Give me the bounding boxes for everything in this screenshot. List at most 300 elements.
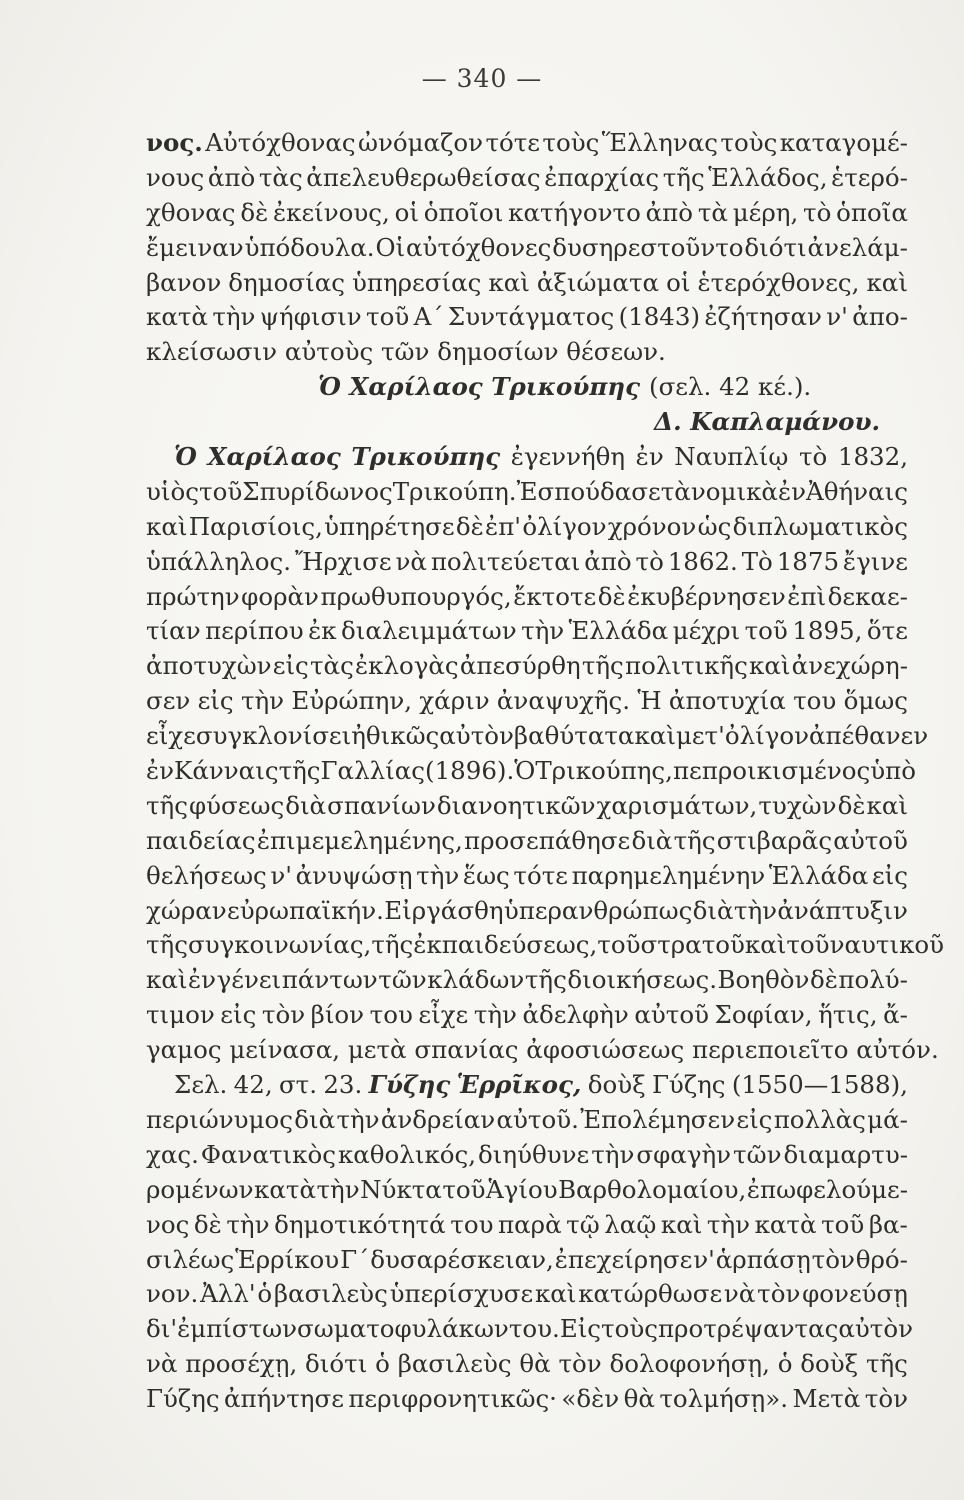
word: βασιλεὺς (273, 1279, 388, 1309)
word: καὶ (534, 1279, 577, 1309)
word: ὑπηρεσίας (351, 267, 482, 297)
text-line (146, 1175, 908, 1210)
word: αὐτόχθονες (406, 232, 552, 262)
word: ἀπὸ (207, 162, 256, 192)
word: εἰς (736, 1104, 773, 1134)
word: τοῦ (199, 476, 243, 506)
word: ἐπωφελούμε- (746, 1174, 908, 1204)
word: τὸν (864, 1384, 908, 1414)
word: ἀδελφὴν (522, 1000, 629, 1030)
word: ἐπιμεμελημένης, (256, 825, 463, 855)
word: ὑπόδουλα. (244, 232, 375, 262)
word: τὴν (212, 302, 256, 332)
word: ἄ- (883, 1000, 908, 1030)
word: 23. (323, 1070, 363, 1100)
word: διότι (744, 232, 807, 262)
word: δι' (146, 1314, 178, 1344)
text-segment: (σελ. 42 κέ.). (649, 372, 812, 402)
word: υἱὸς (146, 476, 199, 506)
word: τὸ (798, 442, 828, 472)
word: ὑπάλληλος. (146, 546, 292, 576)
word: Ἀλλ' (200, 1279, 256, 1309)
word: Ὁ (174, 442, 197, 472)
word: τοῦ (786, 930, 830, 960)
text-segment: γαμος μείνασα, μετὰ σπανίας ἀφοσιώσεως περιεποιεῖτο αὐτόν. (146, 1035, 939, 1065)
word: καὶ (634, 721, 676, 751)
word: τὴν (733, 895, 778, 925)
text-line (146, 547, 908, 582)
word: ἀνάπτυξιν (777, 895, 908, 925)
word: καὶ (744, 930, 787, 960)
word: τῆς (865, 1349, 908, 1379)
word: νομικὰ (690, 476, 778, 506)
word: 1832, (837, 442, 908, 472)
word: μέρη, (732, 197, 799, 227)
word: εἰς (272, 651, 309, 681)
word: τὴν (521, 616, 565, 646)
word: περιώνυμος (146, 1104, 293, 1134)
word: ἀποτυχὼν (146, 651, 272, 681)
word: νος (146, 1209, 190, 1239)
word: Α΄ (413, 302, 444, 332)
word: καταγομέ- (779, 128, 908, 157)
word: καθολικός, (337, 1139, 477, 1169)
word: Ἤρχισε (294, 546, 392, 576)
word: χαρισμάτων, (596, 790, 758, 820)
word: ἐκ (308, 616, 337, 646)
word: ὁ (777, 1349, 793, 1379)
word: εἶχε (418, 1000, 469, 1030)
word: διὰ (285, 790, 327, 820)
word: κατήγοντο (508, 197, 641, 227)
word: διὰ (692, 895, 734, 925)
text-line (146, 477, 908, 512)
word: ὀλίγον (522, 511, 607, 541)
word: τότε (513, 860, 568, 890)
word: σωματοφυλάκων (297, 1314, 509, 1344)
text-line (146, 756, 916, 791)
word: τῆς (662, 162, 705, 192)
word: Γύζης (146, 1384, 220, 1414)
word: ὑπερίσχυσε (389, 1279, 534, 1309)
word: Οἱ (375, 232, 406, 262)
word: ἁρπάσῃ (715, 1244, 811, 1274)
text-line (146, 1384, 908, 1419)
text-line (146, 1349, 908, 1384)
word: τὴν (591, 1139, 635, 1169)
word: τὸ (635, 546, 664, 576)
word: ὡς (697, 511, 732, 541)
word: τοὺς (720, 128, 778, 157)
word: εἰς (220, 1000, 257, 1030)
word: ἀνυψώσῃ (295, 860, 413, 890)
word: ψήφισιν (259, 302, 362, 332)
text-line (146, 442, 908, 477)
word: δυσαρέσκειαν, (370, 1244, 554, 1274)
word: Τρικούπη. (392, 476, 517, 506)
word: διπλωματικὸς (732, 511, 908, 541)
word: βα- (868, 1209, 908, 1239)
word: ὁ (375, 1349, 390, 1379)
word: τὴν (416, 860, 460, 890)
text-line (146, 686, 908, 721)
word: Εὐρώπην, (291, 686, 412, 716)
word: εἶχε (146, 721, 196, 751)
word: Σελ. (174, 1070, 228, 1100)
word: κατὰ (754, 1209, 817, 1239)
text-line (146, 616, 908, 651)
word: ἐν (635, 442, 664, 472)
word: τὴν (706, 1209, 751, 1239)
word: κατὰ (146, 302, 208, 332)
word: ἐν (146, 756, 175, 786)
word: ἀξιώματα (536, 267, 660, 297)
word: κατώρθωσε (578, 1279, 723, 1309)
word: προσέχῃ, (185, 1349, 298, 1379)
word: του (450, 1209, 494, 1239)
word: πολιτεύεται (430, 546, 581, 576)
word: δημοτικότητά (274, 1209, 446, 1239)
word: στ. (278, 1070, 318, 1100)
word: Χαρίλαος (207, 442, 341, 472)
text-line (146, 233, 908, 268)
word: Ὁ (514, 756, 536, 786)
text-line (146, 1070, 908, 1105)
text-line (146, 1210, 908, 1245)
word: τὰ (697, 197, 728, 227)
word: ἐπεχείρησε (554, 1244, 693, 1274)
word: διὰ (631, 825, 673, 855)
word: Κάνναις (174, 756, 279, 786)
word: Μετὰ (792, 1384, 861, 1414)
word: του (793, 686, 837, 716)
text-line (146, 1000, 908, 1035)
word: τολμήσῃ». (659, 1384, 788, 1414)
text-line (146, 965, 908, 1000)
word: δημοσίας (228, 267, 345, 297)
word: προσεπάθησε (464, 825, 631, 855)
text-line (146, 268, 908, 303)
word: 42, (233, 1070, 273, 1100)
word: ἀπο- (852, 302, 908, 332)
word: τοῦ (366, 302, 410, 332)
word: τῆς (371, 930, 414, 960)
word: καὶ (866, 267, 908, 297)
word: τὰς (309, 651, 354, 681)
word: τοὺς (601, 1314, 658, 1344)
word: βανον (146, 267, 222, 297)
word: χας. (146, 1139, 199, 1169)
word: Ἡ (637, 686, 662, 716)
word: ἑτερόχθονες, (697, 267, 860, 297)
word: δὲ (837, 790, 866, 820)
word: τῆς (673, 825, 716, 855)
word: Ἕλληνας (601, 128, 718, 157)
word: ἐμπίστων (177, 1314, 298, 1344)
word: ἀπὸ (645, 197, 694, 227)
word: (1843) (618, 302, 701, 332)
word: Γαλλίας (320, 756, 426, 786)
word: ἐκλογὰς (354, 651, 459, 681)
word: αὐτοῦ. (496, 1104, 579, 1134)
word: Φανατικὸς (200, 1139, 336, 1169)
word: οἱ (666, 267, 691, 297)
word: ὑπερανθρώπως (503, 895, 693, 925)
word: ἕως (462, 860, 510, 890)
word: διὰ (294, 1104, 336, 1134)
word: ὅτε (866, 616, 908, 646)
word: συγκλονίσει (195, 721, 352, 751)
text-line (146, 407, 908, 442)
word: θρό- (855, 1244, 908, 1274)
word: κλάδων (427, 965, 525, 995)
word: τὰς (258, 162, 303, 192)
word: ν' (270, 860, 293, 890)
word: τὴν (473, 1000, 517, 1030)
word: ἐπαρχίας (544, 162, 660, 192)
word: αὐτὸν (439, 721, 514, 751)
word: Αὐτόχθονας (205, 128, 356, 157)
word: καὶ (866, 790, 908, 820)
word: εἰς (197, 686, 234, 716)
word: Ἑλλάδος, (708, 162, 828, 192)
word: χθονας (146, 197, 236, 227)
word: νὰ (723, 1279, 756, 1309)
word: δὲ (809, 965, 838, 995)
word: Εἰργάσθη (384, 895, 504, 925)
text-line (146, 1279, 908, 1314)
text-line (146, 128, 908, 163)
word: σεν (146, 686, 191, 716)
word: ἀπεσύρθη (459, 651, 581, 681)
word: Ἐσπούδασε (516, 476, 661, 506)
word: καὶ (146, 965, 188, 995)
word: πολύ- (838, 965, 908, 995)
word: «δὲν (561, 1384, 620, 1414)
word: (1550—1588), (731, 1070, 908, 1100)
word: διαμαρτυ- (783, 1139, 908, 1169)
word: πρώτην (146, 581, 240, 611)
text-line (146, 372, 908, 407)
word: μέχρι (672, 616, 741, 646)
word: τὴν (336, 1104, 380, 1134)
word: ἀπήντησε (224, 1384, 344, 1414)
word: φορὰν (241, 581, 319, 611)
word: Ἁγίου (486, 1174, 558, 1204)
word: δὲ (193, 1209, 222, 1239)
word: θελήσεως (146, 860, 267, 890)
word: δεκαε- (827, 581, 908, 611)
word: Σοφίαν, (714, 1000, 813, 1030)
word: Τρικούπης, (535, 756, 673, 786)
word: τὸ (803, 197, 832, 227)
word: τοῦ (597, 930, 641, 960)
word: γένει (216, 965, 282, 995)
word: Συντάγματος (447, 302, 615, 332)
word: δὲ (240, 197, 269, 227)
word: Εἰς (559, 1314, 602, 1344)
word: τὴν (240, 686, 285, 716)
word: τίαν (146, 616, 201, 646)
word: πεπροικισμένος (672, 756, 871, 786)
text-line (146, 1035, 939, 1070)
text-line (146, 198, 908, 233)
word: νος. (146, 128, 203, 157)
word: τοῦ (821, 1209, 865, 1239)
word: δυσηρεστοῦντο (552, 232, 744, 262)
word: τῷ (566, 1209, 600, 1239)
word: τῆς (146, 930, 188, 960)
word: δὲ (455, 511, 484, 541)
word: τῆς (278, 756, 321, 786)
word: 1862. (667, 546, 738, 576)
word: κατὰ (254, 1174, 316, 1204)
text-line (146, 896, 908, 931)
text-line (146, 1105, 908, 1140)
word: ὁποῖοι (423, 197, 504, 227)
word: Γ΄ (340, 1244, 370, 1274)
word: δολοφονήσῃ, (609, 1349, 770, 1379)
word: ἐν (777, 476, 806, 506)
word: Σπυρίδωνος (242, 476, 393, 506)
word: ἐζήτησαν (704, 302, 822, 332)
word: παρημελημένην (571, 860, 766, 890)
word: ἐκυβέρνησεν (627, 581, 786, 611)
word: νους (146, 162, 205, 192)
word: τιμον (146, 1000, 215, 1030)
word: τὸν (261, 1000, 306, 1030)
word: Παρισίοις, (188, 511, 323, 541)
word: στιβαρᾶς (716, 825, 833, 855)
word: Γύζης (651, 1070, 726, 1100)
word: τότε (485, 128, 540, 157)
text-line (146, 1140, 908, 1175)
text-line (146, 337, 908, 372)
word: ἀναψυχῆς. (496, 686, 631, 716)
word: πολλὰς (773, 1104, 866, 1134)
text-line (146, 302, 908, 337)
word: προτρέψαντας (657, 1314, 839, 1344)
word: διηύθυνε (478, 1139, 590, 1169)
word: Ναυπλίῳ (674, 442, 789, 472)
word: δοὺξ (800, 1349, 859, 1379)
word: αὐτοῦ (833, 825, 908, 855)
text-segment: Δ. Καπλαμάνου. (654, 407, 880, 437)
body-text (146, 128, 945, 1419)
word: στρατοῦ (640, 930, 745, 960)
word: ἀνεχώρη- (791, 651, 908, 681)
word: ἔγινε (842, 546, 908, 576)
word: ρομένων (146, 1174, 254, 1204)
word: ἐκείνους, (273, 197, 390, 227)
word: περιφρονητικῶς· (348, 1384, 557, 1414)
word: τῶν (733, 1139, 782, 1169)
word: μά- (867, 1104, 908, 1134)
word: τῶν (378, 965, 427, 995)
word: εἰς (871, 860, 908, 890)
word: καὶ (488, 267, 530, 297)
word: σφαγὴν (636, 1139, 732, 1169)
word: 1875 (776, 546, 840, 576)
word: του (369, 1000, 413, 1030)
word: διότι (305, 1349, 368, 1379)
word: καὶ (749, 651, 791, 681)
text-line (146, 826, 908, 861)
word: βασιλεὺς (397, 1349, 512, 1379)
word: φύσεως (189, 790, 285, 820)
word: (1896). (425, 756, 515, 786)
word: ἐπ' (485, 511, 522, 541)
word: νὰ (395, 546, 427, 576)
word: καὶ (146, 511, 188, 541)
word: ὑπὸ (870, 756, 916, 786)
text-line (146, 721, 929, 756)
text-line (146, 1314, 913, 1349)
word: Ἑλλάδα (768, 860, 869, 890)
word: χώραν (146, 895, 227, 925)
text-line (146, 791, 908, 826)
word: ν' (693, 1244, 715, 1274)
word: Ἑρρίκου (235, 1244, 340, 1274)
word: τὰ (660, 476, 691, 506)
page-number: — 340 — (421, 64, 543, 93)
word: τῆς (581, 651, 624, 681)
word: τυχὼν (758, 790, 837, 820)
word: ναυτικοῦ (829, 930, 945, 960)
word: τὴν (226, 1209, 270, 1239)
word: λαῷ (604, 1209, 657, 1239)
word: Ἀθήναις (806, 476, 908, 506)
word: αὐτὸν (838, 1314, 913, 1344)
word: του. (508, 1314, 560, 1344)
word: τὸν (757, 1279, 801, 1309)
word: πρωθυπουργός, (320, 581, 512, 611)
word: ἀπελευθερωθείσας (306, 162, 541, 192)
word: νὰ (146, 1349, 178, 1379)
word: ἔκτοτε (513, 581, 597, 611)
word: βαθύτατα (513, 721, 635, 751)
word: Ἑλλάδα (568, 616, 669, 646)
word: Γύζης (368, 1070, 451, 1100)
word: τοῦ (744, 616, 788, 646)
word: βίον (310, 1000, 365, 1030)
word: χρόνον (607, 511, 697, 541)
word: ἐγεννήθη (510, 442, 626, 472)
word: ἔμειναν (146, 232, 244, 262)
word: φονεύσῃ (802, 1279, 908, 1309)
word: ὅμως (843, 686, 908, 716)
word: Βαρθολομαίου, (558, 1174, 747, 1204)
word: νον. (146, 1279, 199, 1309)
word: σιλέως (146, 1244, 235, 1274)
word: ἠθικῶς (351, 721, 440, 751)
word: διανοητικῶν (436, 790, 596, 820)
text-line (146, 512, 908, 547)
word: ἐν (188, 965, 217, 995)
word: παρὰ (498, 1209, 562, 1239)
word: ἀπὸ (584, 546, 632, 576)
word: ν' (826, 302, 848, 332)
word: Νύκτα (360, 1174, 442, 1204)
word: χάριν (419, 686, 490, 716)
text-segment: κλείσωσιν αὐτοὺς τῶν δημοσίων θέσεων. (146, 337, 666, 367)
word: Βοηθὸν (717, 965, 810, 995)
word: πολιτικῆς (624, 651, 748, 681)
word: διοικήσεως. (567, 965, 717, 995)
word: περίπου (205, 616, 304, 646)
word: τῆς (146, 790, 188, 820)
word: Ἑρρῖκος, (456, 1070, 582, 1100)
